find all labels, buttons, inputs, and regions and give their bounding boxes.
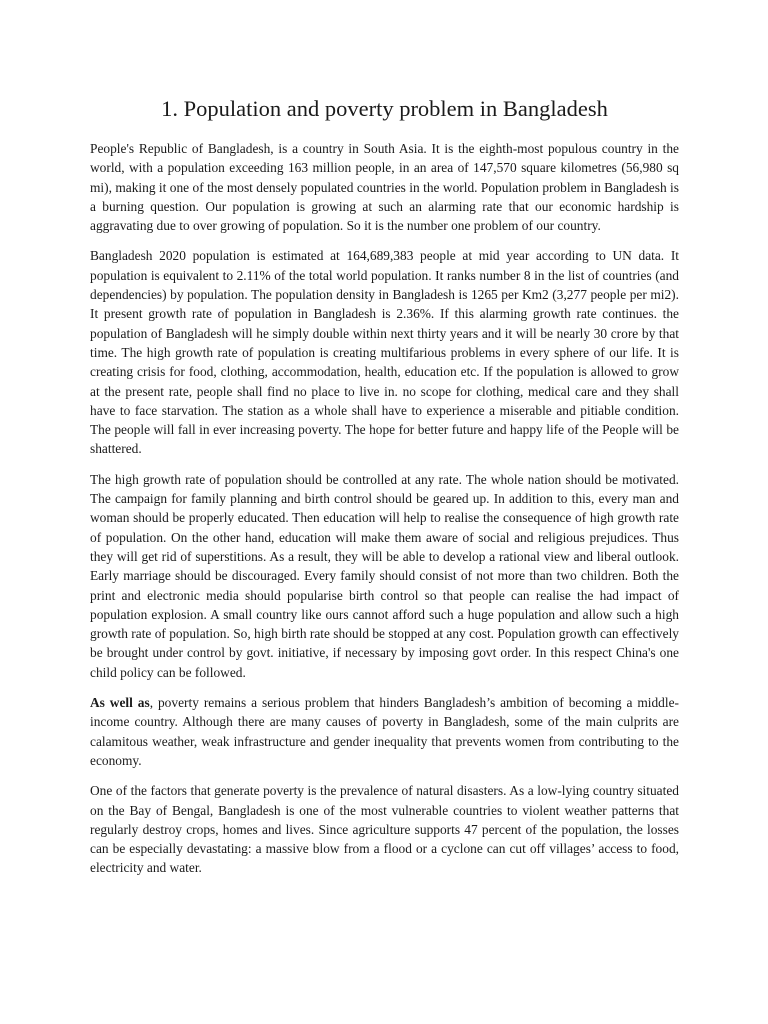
page-title: 1. Population and poverty problem in Bangladesh bbox=[161, 96, 608, 121]
paragraph-lead-phrase: As well as bbox=[90, 695, 150, 711]
paragraph-text: , poverty remains a serious problem that hinders Bangladesh’s ambition of becoming a middle-income country. Although there are many causes of poverty in Bangladesh, some of the main culprits are calamitous weather, weak infrastructure and gender inequality that prevents women from contributing to the economy. bbox=[90, 695, 679, 768]
paragraph-natural-disasters bbox=[90, 781, 679, 877]
paragraph-poverty bbox=[90, 693, 679, 770]
paragraph-text: People's Republic of Bangladesh, is a country in South Asia. It is the eighth-most populous country in the world, with a population exceeding 163 million people, in an area of 147,570 square kilometres (56,980 sq mi), making it one of the most densely populated countries in the world. Population problem in Bangladesh is a burning question. Our population is growing at such an alarming rate that our economic hardship is aggravating due to over growing of population. So it is the number one problem of our country. bbox=[90, 141, 679, 234]
paragraph-text: One of the factors that generate poverty is the prevalence of natural disasters. As a low-lying country situated on the Bay of Bengal, Bangladesh is one of the most vulnerable countries to violent weather patterns that regularly destroy crops, homes and lives. Since agriculture supports 47 percent of the population, the losses can be especially devastating: a massive blow from a flood or a cyclone can cut off villages’ access to food, electricity and water. bbox=[90, 783, 679, 876]
paragraph-statistics bbox=[90, 246, 679, 458]
paragraph-solutions bbox=[90, 470, 679, 682]
paragraph-text: The high growth rate of population should be controlled at any rate. The whole nation should be motivated. The campaign for family planning and birth control should be geared up. In addition to this, every man and woman should be properly educated. Then education will help to realise the consequence of high growth rate of population. On the other hand, education will make them aware of social and religious prejudices. Thus they will get rid of superstitions. As a result, they will be able to develop a rational view and liberal outlook. Early marriage should be discouraged. Every family should consist of not more than two children. Both the print and electronic media should popularise birth control so that people can realise the had impact of population explosion. A small country like ours cannot afford such a huge population and allow such a high growth rate of population. So, high birth rate should be stopped at any cost. Population growth can effectively be brought under control by govt. initiative, if necessary by imposing govt order. In this respect China's one child policy can be followed. bbox=[90, 471, 679, 680]
paragraph-text: Bangladesh 2020 population is estimated at 164,689,383 people at mid year according to UN data. It population is equivalent to 2.11% of the total world population. It ranks number 8 in the list of countries (and dependencies) by population. The population density in Bangladesh is 1265 per Km2 (3,277 people per mi2). It present growth rate of population in Bangladesh is 2.36%. If this alarming growth rate continues. the population of Bangladesh will he simply double within next thirty years and it will be nearly 30 crore by that time. The high growth rate of population is creating multifarious problems in every sphere of our life. It is creating crisis for food, clothing, accommodation, health, education etc. If the population is allowed to grow at the present rate, people shall find no place to live in. no scope for clothing, medical care and they shall have to face starvation. The station as a whole shall have to experience a miserable and pitiable condition. The people will fall in ever increasing poverty. The hope for better future and happy life of the People will be shattered. bbox=[90, 248, 679, 457]
paragraph-intro bbox=[90, 139, 679, 235]
